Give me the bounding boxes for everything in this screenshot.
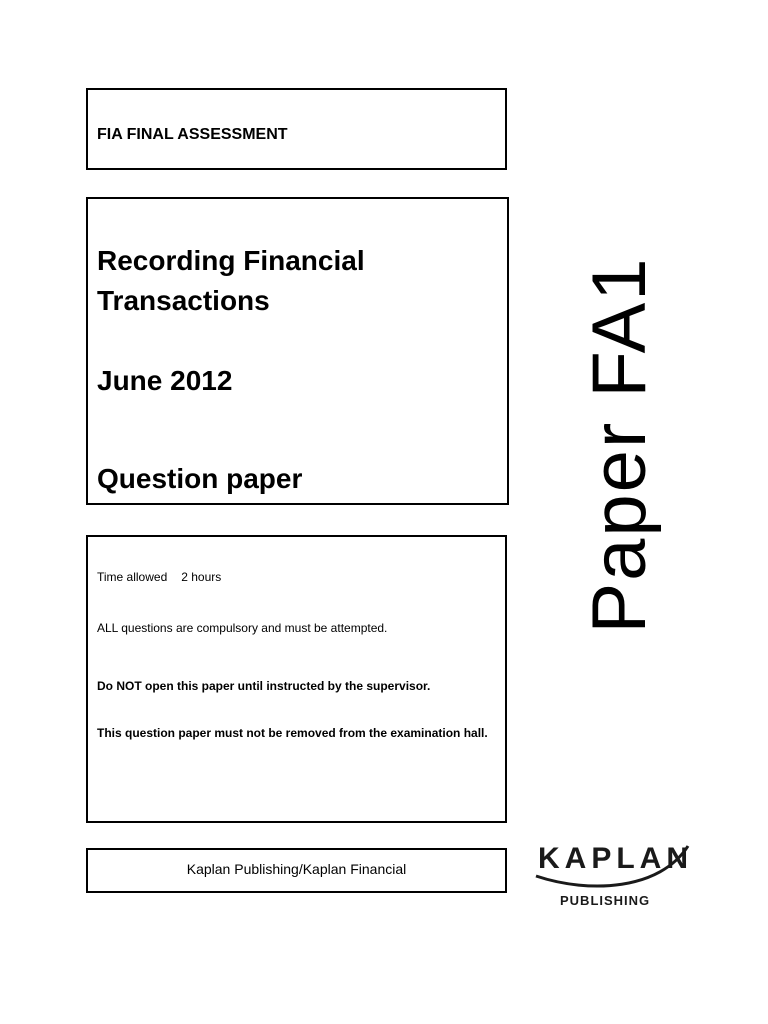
time-allowed-label: Time allowed <box>97 570 168 584</box>
time-allowed-row <box>97 569 497 586</box>
time-allowed-value: 2 hours <box>181 570 222 584</box>
paper-date: June 2012 <box>97 365 233 396</box>
not-removed-notice: This question paper must not be removed from the examination hall. <box>97 726 488 740</box>
publisher-label: Kaplan Publishing/Kaplan Financial <box>186 861 407 877</box>
publisher-box <box>86 848 507 893</box>
kaplan-publishing-logo <box>530 832 700 912</box>
compulsory-notice: ALL questions are compulsory and must be attempted. <box>97 621 388 635</box>
paper-title-line-2: Transactions <box>97 285 270 316</box>
paper-title-line-1: Recording Financial <box>97 245 365 276</box>
assessment-header-label: FIA FINAL ASSESSMENT <box>97 126 288 143</box>
logo-subtitle: PUBLISHING <box>560 893 651 908</box>
instructions-box <box>86 535 507 823</box>
side-paper-title-text: Paper FA1 <box>577 256 662 634</box>
paper-title-box <box>86 197 509 505</box>
paper-type: Question paper <box>97 463 303 494</box>
assessment-header-box <box>86 88 507 170</box>
do-not-open-notice: Do NOT open this paper until instructed by the supervisor. <box>97 679 431 693</box>
logo-wordmark: KAPLAN <box>538 842 693 875</box>
